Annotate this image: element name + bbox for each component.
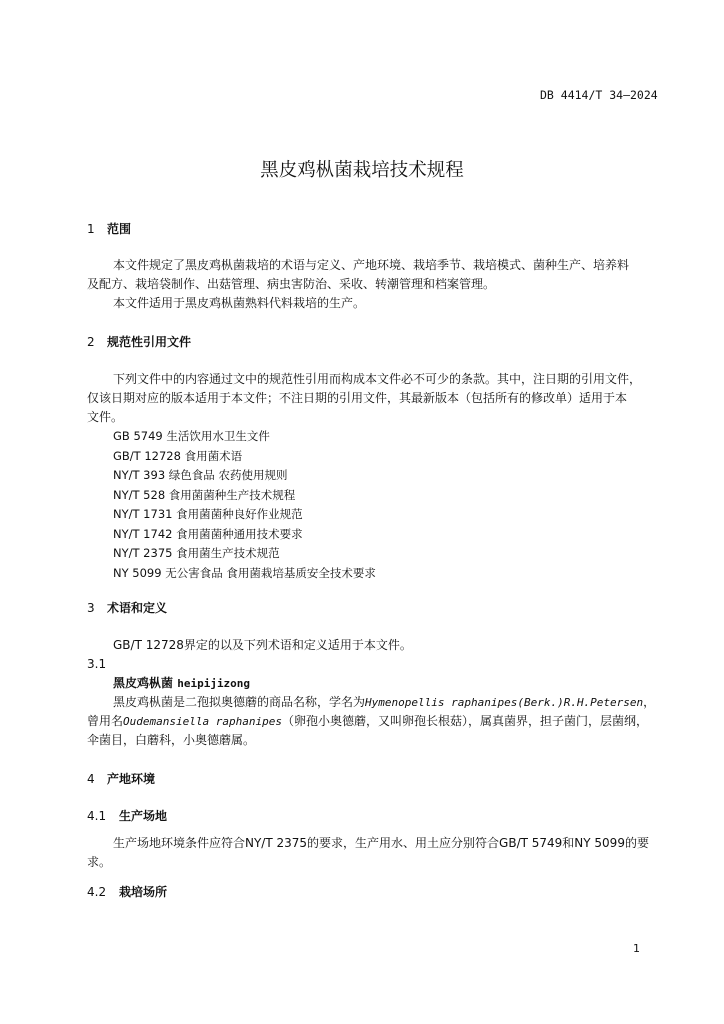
reference-item: NY/T 1742 食用菌菌种通用技术要求 bbox=[113, 526, 303, 541]
paragraph-line: 及配方、栽培袋制作、出菇管理、病虫害防治、采收、转潮管理和档案管理。 bbox=[87, 277, 496, 291]
definition-text: 黑皮鸡枞菌是二孢拟奥德蘑的商品名称，学名为 bbox=[113, 695, 366, 709]
definition-line: 伞菌目，白蘑科，小奥德蘑属。 bbox=[87, 733, 256, 747]
paragraph-line: 本文件适用于黑皮鸡枞菌熟料代料栽培的生产。 bbox=[113, 296, 366, 310]
paragraph-line: 文件。 bbox=[87, 410, 124, 424]
term-number: 3.1 bbox=[87, 657, 107, 671]
definition-line bbox=[87, 712, 648, 731]
subsection-number: 4.2 bbox=[87, 885, 107, 899]
reference-item: GB/T 12728 食用菌术语 bbox=[113, 448, 243, 463]
section-number: 2 bbox=[87, 335, 95, 349]
definition-text: （卵孢小奥德蘑，又叫卵孢长根菇），属真菌界，担子菌门，层菌纲， bbox=[281, 714, 648, 728]
subsection-4-1-heading bbox=[87, 807, 167, 824]
section-4-heading bbox=[87, 770, 155, 787]
section-number: 4 bbox=[87, 772, 95, 786]
paragraph-line: 下列文件中的内容通过文中的规范性引用而构成本文件必不可少的条款。其中，注日期的引用文件， bbox=[113, 372, 642, 386]
section-title: 产地环境 bbox=[107, 772, 156, 786]
reference-item: NY 5099 无公害食品 食用菌栽培基质安全技术要求 bbox=[113, 565, 376, 580]
standard-code: DB 4414/T 34—2024 bbox=[540, 88, 658, 102]
reference-item: GB 5749 生活饮用水卫生文件 bbox=[113, 429, 270, 443]
document-title: 黑皮鸡枞菌栽培技术规程 bbox=[260, 160, 464, 181]
section-number: 1 bbox=[87, 222, 95, 236]
page-number: 1 bbox=[633, 942, 640, 955]
term-name: 黑皮鸡枞菌 bbox=[113, 676, 174, 690]
term-english: heipijizong bbox=[177, 677, 251, 690]
subsection-title: 生产场地 bbox=[119, 809, 168, 823]
reference-list bbox=[113, 427, 376, 583]
paragraph-line: GB/T 12728界定的以及下列术语和定义适用于本文件。 bbox=[113, 638, 412, 652]
section-title: 规范性引用文件 bbox=[107, 335, 192, 349]
definition-line bbox=[113, 693, 655, 712]
paragraph-line: 生产场地环境条件应符合NY/T 2375的要求，生产用水、用土应分别符合GB/T 5749和NY 5099的要 bbox=[113, 836, 649, 850]
section-title: 术语和定义 bbox=[107, 601, 168, 615]
reference-item: NY/T 2375 食用菌生产技术规范 bbox=[113, 546, 280, 560]
subsection-title: 栽培场所 bbox=[119, 885, 168, 899]
subsection-4-2-heading bbox=[87, 883, 167, 900]
latin-name: Hymenopellis raphanipes(Berk.)R.H.Petersen bbox=[365, 696, 644, 709]
reference-item: NY/T 1731 食用菌菌种良好作业规范 bbox=[113, 507, 303, 521]
definition-text: 曾用名 bbox=[87, 714, 124, 728]
section-2-heading bbox=[87, 333, 191, 350]
section-number: 3 bbox=[87, 601, 95, 615]
subsection-number: 4.1 bbox=[87, 809, 107, 823]
section-1-heading bbox=[87, 220, 131, 237]
term-heading bbox=[113, 674, 250, 693]
section-3-heading bbox=[87, 599, 167, 616]
paragraph-line: 仅该日期对应的版本适用于本文件；不注日期的引用文件，其最新版本（包括所有的修改单）适用于本 bbox=[87, 391, 628, 405]
paragraph-line: 求。 bbox=[87, 855, 112, 869]
latin-name: Oudemansiella raphanipes bbox=[123, 715, 282, 728]
reference-item: NY/T 528 食用菌菌种生产技术规程 bbox=[113, 487, 296, 502]
reference-item: NY/T 393 绿色食品 农药使用规则 bbox=[113, 468, 288, 482]
definition-text: ， bbox=[643, 695, 656, 709]
paragraph-line: 本文件规定了黑皮鸡枞菌栽培的术语与定义、产地环境、栽培季节、栽培模式、菌种生产、培养料 bbox=[113, 258, 630, 272]
section-title: 范围 bbox=[107, 222, 132, 236]
